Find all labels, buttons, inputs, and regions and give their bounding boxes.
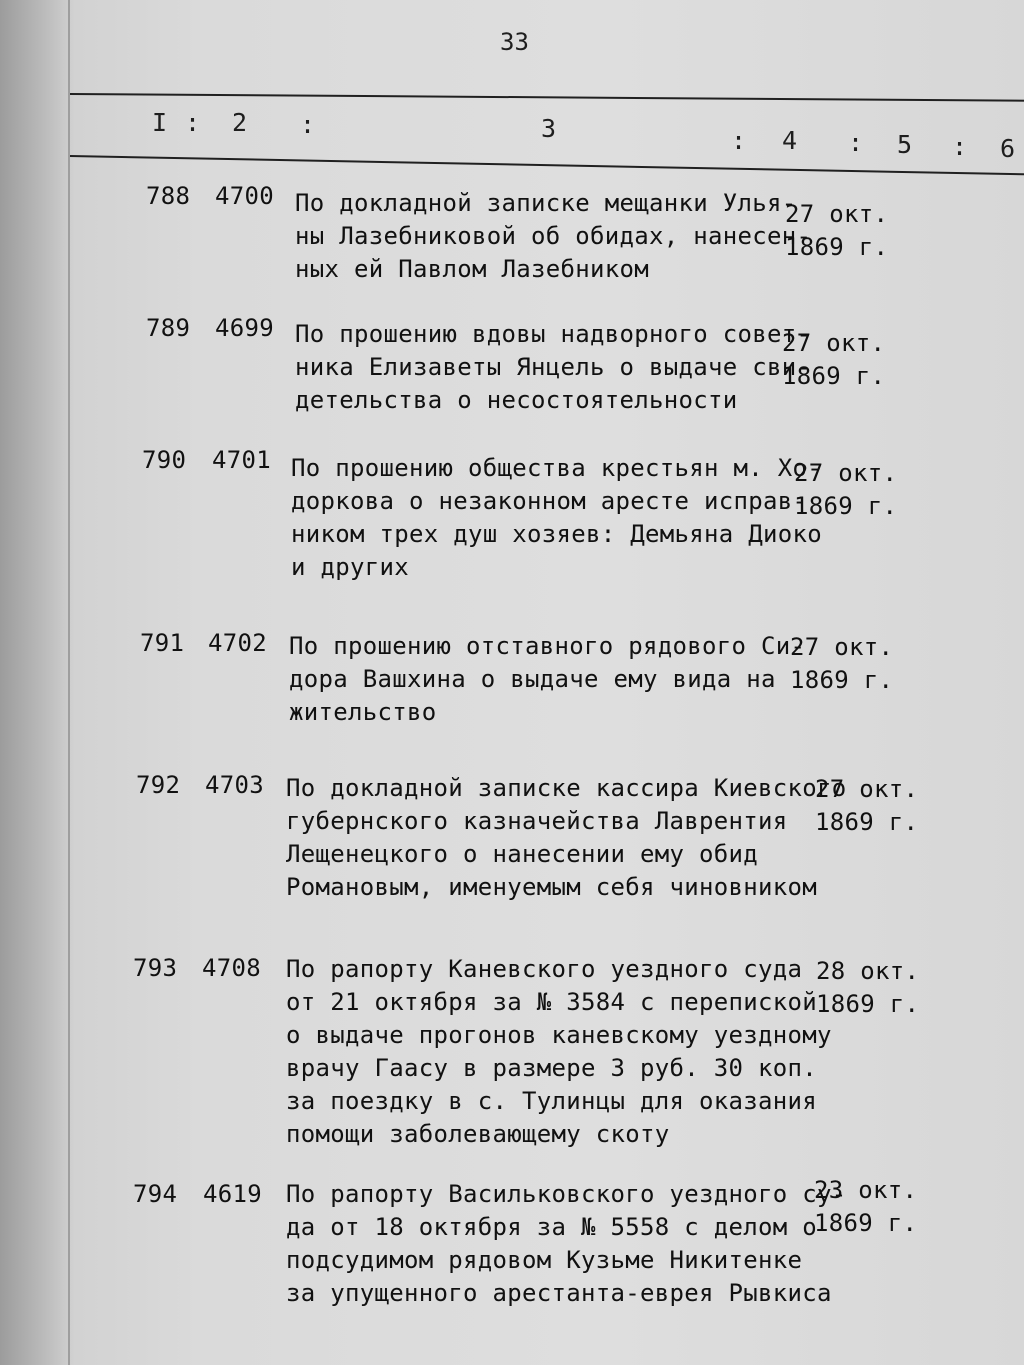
description-line: По докладной записке мещанки Улья- [295, 189, 797, 217]
row-date [785, 198, 888, 264]
row-description [295, 187, 811, 286]
description-line: По рапорту Васильковского уездного су- [286, 1180, 847, 1208]
row-number: 793 [133, 954, 178, 982]
description-line: да от 18 октября за № 5558 с делом о [286, 1213, 817, 1241]
description-line: ных ей Павлом Лазебником [295, 255, 649, 283]
description-line: помощи заболевающему скоту [286, 1120, 670, 1148]
description-line: за упущенного арестанта-еврея Рывкиса [286, 1279, 832, 1307]
row-doc-number: 4700 [215, 182, 274, 210]
column-header-sep-4: : [848, 128, 864, 157]
column-header-4: 4 [782, 126, 798, 155]
description-line: доркова о незаконном аресте исправ- [291, 487, 808, 515]
description-line: о выдаче прогонов каневскому уездному [286, 1021, 832, 1049]
row-description [286, 1178, 846, 1310]
row-number: 794 [133, 1180, 178, 1208]
description-line: Лещенецкого о нанесении ему обид [286, 840, 758, 868]
column-header-1: I [152, 108, 168, 137]
page-edge-divider [68, 0, 70, 1365]
row-number: 788 [146, 182, 191, 210]
date-day: 27 окт. [785, 200, 889, 228]
description-line: дора Вашхина о выдаче ему вида на [289, 665, 776, 693]
row-date [816, 955, 919, 1021]
column-header-2: 2 [232, 108, 248, 137]
description-line: По прошению отставного рядового Си- [289, 632, 806, 660]
column-header-sep-5: : [952, 132, 968, 161]
date-day: 28 окт. [816, 957, 920, 985]
description-line: ны Лазебниковой об обидах, нанесен- [295, 222, 812, 250]
row-description [286, 953, 832, 1151]
date-year: 1869 г. [785, 233, 889, 261]
date-year: 1869 г. [815, 808, 919, 836]
description-line: детельства о несостоятельности [295, 386, 738, 414]
description-line: губернского казначейства Лаврентия [286, 807, 788, 835]
description-line: подсудимом рядовом Кузьме Никитенке [286, 1246, 803, 1274]
description-line: ника Елизаветы Янцель о выдаче сви- [295, 353, 812, 381]
date-day: 27 окт. [782, 329, 886, 357]
date-day: 27 окт. [790, 633, 894, 661]
description-line: жительство [289, 698, 437, 726]
date-day: 27 окт. [794, 459, 898, 487]
row-number: 789 [146, 314, 191, 342]
description-line: Романовым, именуемым себя чиновником [286, 873, 817, 901]
header-top-rule [70, 93, 1024, 102]
row-number: 790 [142, 446, 187, 474]
description-line: и других [291, 553, 409, 581]
page-number: 33 [500, 28, 529, 56]
row-date [815, 773, 918, 839]
row-doc-number: 4708 [202, 954, 261, 982]
column-header-sep-2: : [300, 110, 316, 139]
row-date [794, 457, 897, 523]
description-line: ником трех душ хозяев: Демьяна Диоко [291, 520, 822, 548]
description-line: от 21 октября за № 3584 с перепиской [286, 988, 817, 1016]
date-year: 1869 г. [816, 990, 920, 1018]
row-doc-number: 4702 [208, 629, 267, 657]
column-header-sep-3: : [731, 126, 747, 155]
row-date [814, 1174, 917, 1240]
header-bottom-rule [70, 155, 1024, 175]
date-year: 1869 г. [782, 362, 886, 390]
description-line: врачу Гаасу в размере 3 руб. 30 коп. [286, 1054, 817, 1082]
date-year: 1869 г. [814, 1209, 918, 1237]
description-line: за поездку в с. Тулинцы для оказания [286, 1087, 817, 1115]
description-line: По рапорту Каневского уездного суда [286, 955, 803, 983]
date-year: 1869 г. [794, 492, 898, 520]
row-description [286, 772, 846, 904]
date-day: 23 окт. [814, 1176, 918, 1204]
column-header-sep-1: : [185, 108, 201, 137]
description-line: По прошению вдовы надворного совет- [295, 320, 812, 348]
column-header-6: 6 [1000, 134, 1016, 163]
row-date [790, 631, 893, 697]
row-doc-number: 4701 [212, 446, 271, 474]
date-year: 1869 г. [790, 666, 894, 694]
row-doc-number: 4699 [215, 314, 274, 342]
row-description [289, 630, 805, 729]
row-doc-number: 4619 [203, 1180, 262, 1208]
row-description [291, 452, 822, 584]
row-number: 792 [136, 771, 181, 799]
row-description [295, 318, 811, 417]
row-date [782, 327, 885, 393]
column-header-3: 3 [541, 114, 557, 143]
description-line: По докладной записке кассира Киевского [286, 774, 847, 802]
date-day: 27 окт. [815, 775, 919, 803]
row-number: 791 [140, 629, 185, 657]
column-header-5: 5 [897, 130, 913, 159]
description-line: По прошению общества крестьян м. Хо- [291, 454, 822, 482]
row-doc-number: 4703 [205, 771, 264, 799]
